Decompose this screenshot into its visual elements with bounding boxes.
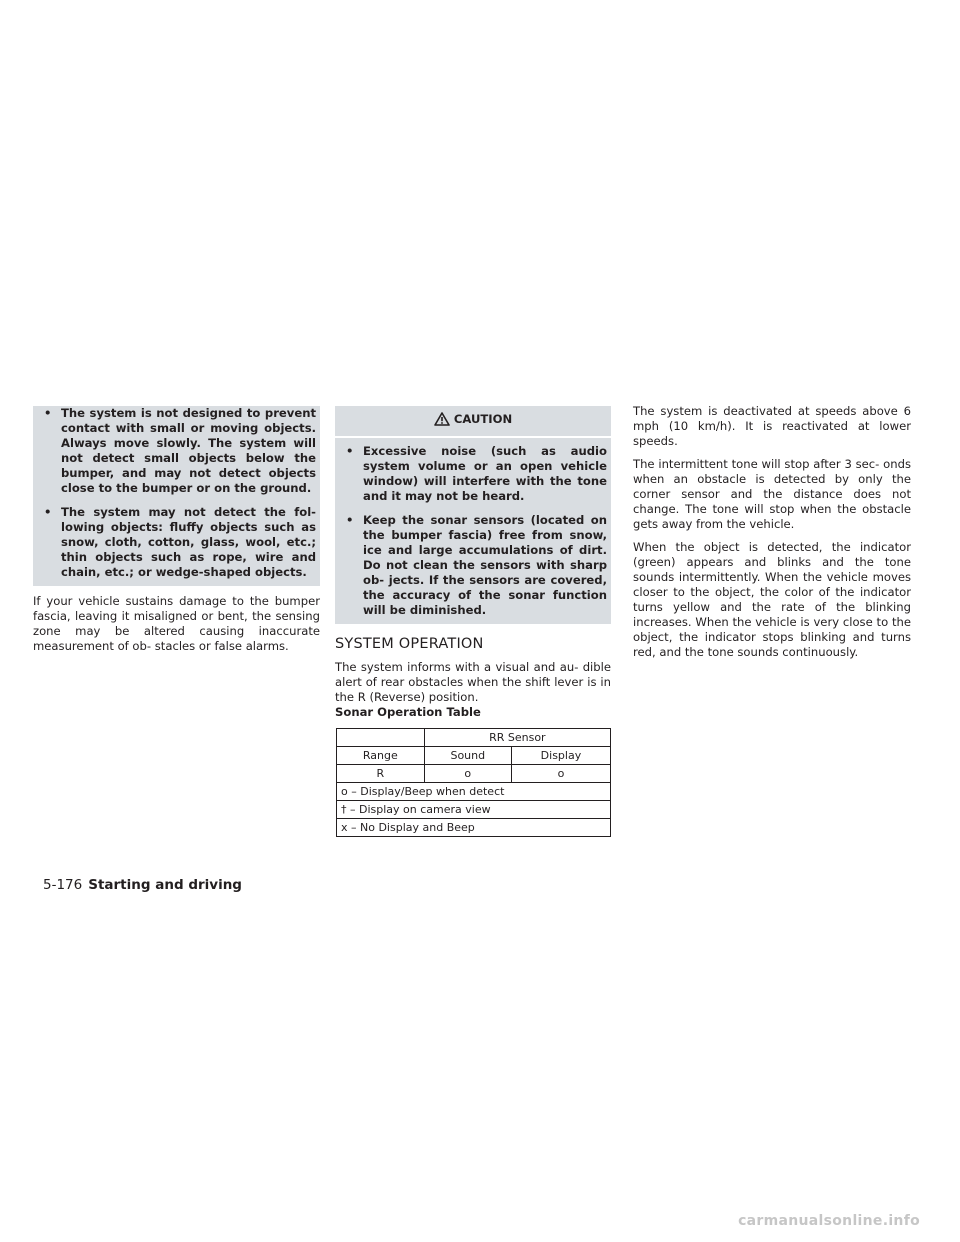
section-title: SYSTEM OPERATION [335,636,484,652]
table-cell: o [511,765,610,783]
deactivation-paragraph: The system is deactivated at speeds above 6 mph (10 km/h). It is reactivated at lower speeds. [633,404,911,448]
section-paragraph: The system informs with a visual and au- dible alert of rear obstacles when the shift lever is in the R (Reverse) position. [335,660,611,704]
warning-box [33,406,320,586]
table-header-range: Range [337,747,425,765]
table-cell: o [424,765,511,783]
page-footer [43,877,242,893]
table-header-display: Display [511,747,610,765]
table-legend-row: x – No Display and Beep [337,819,611,837]
caution-item: • Excessive noise (such as audio system volume or an open vehicle window) will interfere with the tone and it may not be heard. [339,444,607,504]
indicator-paragraph: When the object is detected, the indicator (green) appears and blinks and the tone sounds intermittently. When the vehicle moves closer to the object, the color of the indicator turns yellow and the rate of the blinking increases. When the vehicle is very close to the object, the indicator stops blinking and turns red, and the tone sounds continuously. [633,540,911,659]
table-header-sound: Sound [424,747,511,765]
right-column [633,404,911,668]
watermark: carmanualsonline.info [738,1213,920,1229]
table-legend-row: o – Display/Beep when detect [337,783,611,801]
caution-list [339,444,607,618]
table-legend-row: † – Display on camera view [337,801,611,819]
caution-title: CAUTION [453,412,513,426]
warning-item: • The system is not designed to prevent contact with small or moving objects. Always move slowly. The system will not detect small objects below the bumper, and may not detect objects close to the bumper or on the ground. [37,406,316,496]
table-cell: R [337,765,425,783]
table-group-header: RR Sensor [424,729,610,747]
left-column [33,406,320,662]
table-corner-cell [337,729,425,747]
caution-box [335,432,611,624]
caution-divider [335,436,611,438]
warning-item: • The system may not detect the fol- lowing objects: fluffy objects such as snow, cloth, cotton, glass, wool, etc.; thin objects such as rope, wire and chain, etc.; or wedge-shaped objects. [37,505,316,580]
table-row [337,765,611,783]
footer-section-title: Starting and driving [88,877,242,893]
page-number: 5-176 [43,877,83,893]
caution-header [335,406,611,432]
sonar-operation-table [336,728,611,837]
warning-triangle-icon [434,412,450,426]
caution-item: • Keep the sonar sensors (located on the bumper fascia) free from snow, ice and large accumulations of dirt. Do not clean the sensors with sharp ob- jects. If the sensors are covered, the accuracy of the sonar function will be diminished. [339,513,607,618]
damage-paragraph: If your vehicle sustains damage to the bumper fascia, leaving it misaligned or bent, the sensing zone may be altered causing inaccurate measurement of ob- stacles or false alarms. [33,594,320,653]
middle-column [335,406,611,837]
warning-list [37,406,316,580]
intermittent-tone-paragraph: The intermittent tone will stop after 3 sec- onds when an obstacle is detected by only the corner sensor and the distance does not change. The tone will stop when the obstacle gets away from the vehicle. [633,457,911,531]
table-title: Sonar Operation Table [335,705,481,719]
